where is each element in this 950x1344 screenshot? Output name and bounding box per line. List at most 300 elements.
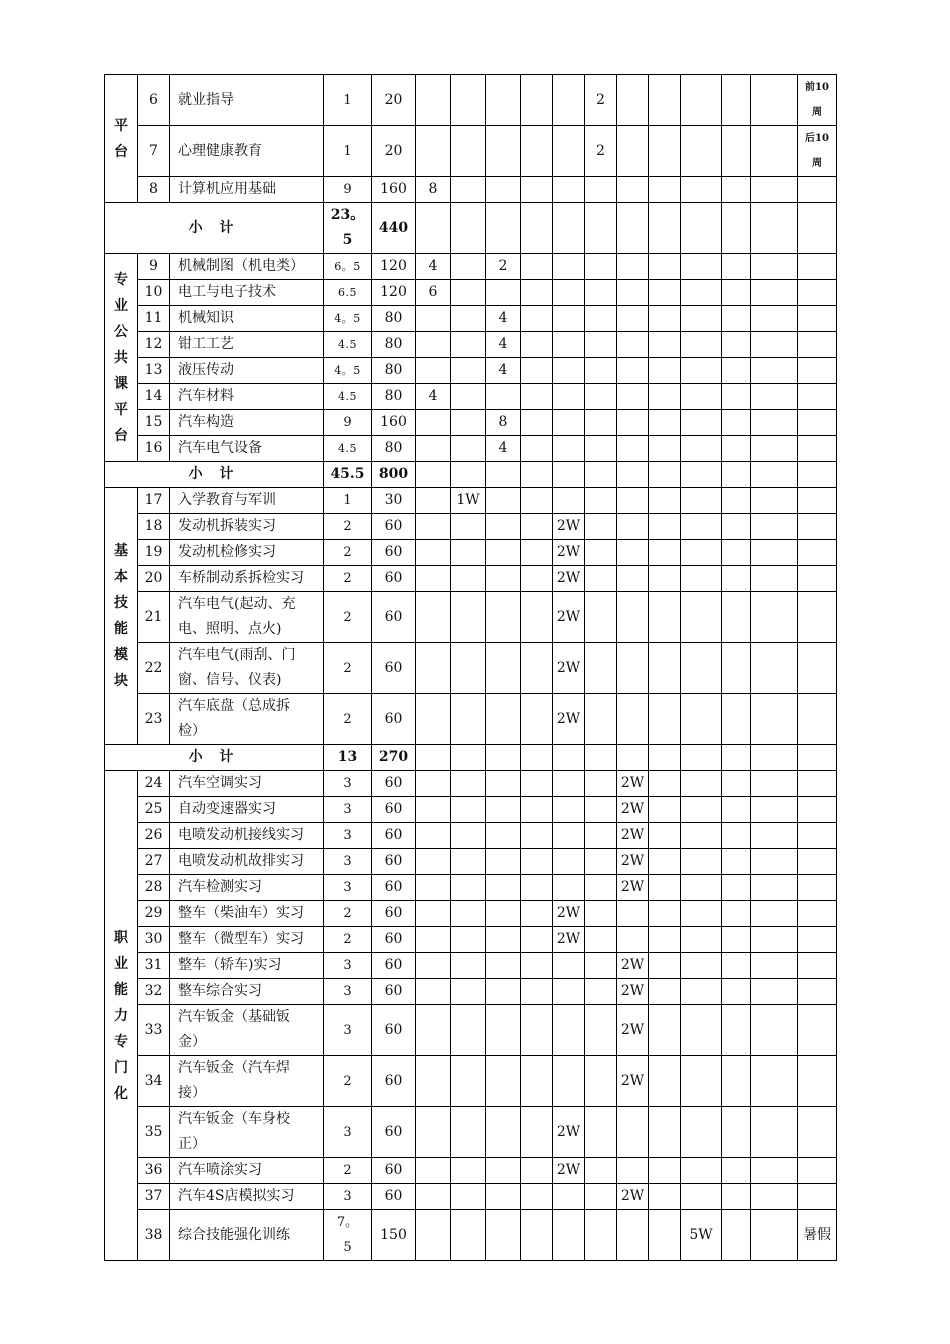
- semester-cell: [521, 177, 553, 203]
- semester-cell: [585, 332, 617, 358]
- course-name: 就业指导: [170, 75, 324, 126]
- semester-cell: [486, 771, 521, 797]
- semester-cell: [585, 875, 617, 901]
- semester-cell: [681, 254, 722, 280]
- subtotal-hours: 270: [372, 745, 416, 771]
- semester-cell: [585, 1184, 617, 1210]
- semester-cell: [486, 1056, 521, 1107]
- semester-cell: [681, 823, 722, 849]
- subtotal-row: [105, 203, 837, 254]
- course-no: 10: [138, 280, 170, 306]
- course-name: 整车综合实习: [170, 979, 324, 1005]
- semester-cell: [451, 540, 486, 566]
- semester-cell: [486, 540, 521, 566]
- semester-cell: [416, 126, 451, 177]
- semester-cell: [451, 901, 486, 927]
- course-no: 17: [138, 488, 170, 514]
- semester-cell: [416, 566, 451, 592]
- credit: 2: [324, 694, 372, 745]
- semester-cell: [751, 1158, 798, 1184]
- semester-cell: [553, 358, 585, 384]
- semester-cell: [585, 823, 617, 849]
- semester-cell: [486, 797, 521, 823]
- semester-cell: [451, 797, 486, 823]
- remark: [798, 823, 837, 849]
- semester-cell: [722, 514, 751, 540]
- semester-cell: [553, 384, 585, 410]
- semester-cell: [521, 203, 553, 254]
- semester-cell: [722, 849, 751, 875]
- semester-cell: [585, 254, 617, 280]
- semester-cell: [649, 540, 681, 566]
- semester-cell: [722, 745, 751, 771]
- hours: 80: [372, 306, 416, 332]
- semester-cell: [617, 643, 649, 694]
- semester-cell: [451, 745, 486, 771]
- semester-cell: 2W: [553, 514, 585, 540]
- semester-cell: [681, 566, 722, 592]
- remark: [798, 1107, 837, 1158]
- semester-cell: [681, 1158, 722, 1184]
- course-name: 液压传动: [170, 358, 324, 384]
- credit: 2: [324, 643, 372, 694]
- table-row: [105, 126, 837, 177]
- semester-cell: [649, 514, 681, 540]
- semester-cell: [751, 514, 798, 540]
- table-row: [105, 901, 837, 927]
- semester-cell: [521, 126, 553, 177]
- semester-cell: [553, 410, 585, 436]
- course-name: 整车（轿车)实习: [170, 953, 324, 979]
- semester-cell: [486, 592, 521, 643]
- table-row: [105, 514, 837, 540]
- semester-cell: [585, 849, 617, 875]
- semester-cell: [521, 280, 553, 306]
- semester-cell: 2W: [553, 901, 585, 927]
- semester-cell: [416, 358, 451, 384]
- semester-cell: [553, 953, 585, 979]
- semester-cell: [416, 745, 451, 771]
- credit: 2: [324, 514, 372, 540]
- semester-cell: [681, 75, 722, 126]
- semester-cell: [751, 823, 798, 849]
- semester-cell: [416, 462, 451, 488]
- semester-cell: [585, 1210, 617, 1261]
- semester-cell: [585, 1107, 617, 1158]
- semester-cell: [681, 410, 722, 436]
- hours: 60: [372, 1158, 416, 1184]
- course-name: 整车（柴油车）实习: [170, 901, 324, 927]
- semester-cell: [451, 410, 486, 436]
- semester-cell: [649, 75, 681, 126]
- semester-cell: [617, 280, 649, 306]
- semester-cell: [416, 1056, 451, 1107]
- course-no: 34: [138, 1056, 170, 1107]
- semester-cell: [451, 927, 486, 953]
- semester-cell: [722, 203, 751, 254]
- semester-cell: [521, 384, 553, 410]
- semester-cell: [451, 254, 486, 280]
- course-name: 汽车检测实习: [170, 875, 324, 901]
- course-no: 18: [138, 514, 170, 540]
- semester-cell: 2W: [617, 1056, 649, 1107]
- semester-cell: [521, 436, 553, 462]
- semester-cell: [751, 75, 798, 126]
- course-no: 36: [138, 1158, 170, 1184]
- semester-cell: [649, 462, 681, 488]
- semester-cell: [751, 306, 798, 332]
- table-row: [105, 1210, 837, 1261]
- semester-cell: [521, 566, 553, 592]
- semester-cell: [553, 436, 585, 462]
- remark: [798, 694, 837, 745]
- semester-cell: [649, 875, 681, 901]
- semester-cell: [751, 203, 798, 254]
- semester-cell: [486, 280, 521, 306]
- semester-cell: [416, 1107, 451, 1158]
- semester-cell: [451, 875, 486, 901]
- semester-cell: [617, 254, 649, 280]
- semester-cell: [681, 927, 722, 953]
- subtotal-label: 小 计: [105, 203, 324, 254]
- course-no: 11: [138, 306, 170, 332]
- semester-cell: [681, 979, 722, 1005]
- table-row: [105, 280, 837, 306]
- semester-cell: [798, 462, 837, 488]
- credit: 9: [324, 177, 372, 203]
- table-row: [105, 797, 837, 823]
- semester-cell: [451, 1184, 486, 1210]
- semester-cell: [751, 901, 798, 927]
- remark: 后10 周: [798, 126, 837, 177]
- semester-cell: [751, 177, 798, 203]
- semester-cell: [617, 384, 649, 410]
- semester-cell: [617, 358, 649, 384]
- remark: [798, 566, 837, 592]
- table-row: [105, 823, 837, 849]
- semester-cell: [451, 1158, 486, 1184]
- hours: 120: [372, 254, 416, 280]
- course-no: 25: [138, 797, 170, 823]
- semester-cell: [751, 1005, 798, 1056]
- semester-cell: [681, 797, 722, 823]
- semester-cell: [486, 694, 521, 745]
- semester-cell: [553, 745, 585, 771]
- semester-cell: [617, 1107, 649, 1158]
- semester-cell: [553, 849, 585, 875]
- curriculum-table: [104, 74, 837, 1261]
- table-row: [105, 875, 837, 901]
- semester-cell: [681, 436, 722, 462]
- table-row: [105, 332, 837, 358]
- semester-cell: [416, 927, 451, 953]
- course-name: 汽车材料: [170, 384, 324, 410]
- credit: 2: [324, 592, 372, 643]
- course-name: 汽车构造: [170, 410, 324, 436]
- hours: 60: [372, 566, 416, 592]
- semester-cell: [521, 901, 553, 927]
- semester-cell: [521, 358, 553, 384]
- semester-cell: [722, 797, 751, 823]
- semester-cell: 2W: [553, 643, 585, 694]
- credit: 2: [324, 566, 372, 592]
- semester-cell: [553, 254, 585, 280]
- hours: 80: [372, 358, 416, 384]
- semester-cell: 4: [416, 254, 451, 280]
- course-name: 计算机应用基础: [170, 177, 324, 203]
- table-row: [105, 643, 837, 694]
- semester-cell: [722, 540, 751, 566]
- semester-cell: [751, 849, 798, 875]
- remark: [798, 1158, 837, 1184]
- credit: 4.5: [324, 384, 372, 410]
- remark: [798, 927, 837, 953]
- semester-cell: [585, 797, 617, 823]
- semester-cell: 2W: [553, 592, 585, 643]
- semester-cell: [722, 643, 751, 694]
- semester-cell: [617, 488, 649, 514]
- course-no: 6: [138, 75, 170, 126]
- semester-cell: [521, 540, 553, 566]
- semester-cell: [521, 979, 553, 1005]
- semester-cell: [416, 1210, 451, 1261]
- course-no: 23: [138, 694, 170, 745]
- semester-cell: [722, 1056, 751, 1107]
- semester-cell: [451, 177, 486, 203]
- remark: [798, 849, 837, 875]
- credit: 3: [324, 953, 372, 979]
- credit: 3: [324, 823, 372, 849]
- remark: 前10 周: [798, 75, 837, 126]
- hours: 60: [372, 953, 416, 979]
- semester-cell: [585, 462, 617, 488]
- semester-cell: [585, 540, 617, 566]
- semester-cell: [649, 254, 681, 280]
- credit: 1: [324, 488, 372, 514]
- credit: 9: [324, 410, 372, 436]
- hours: 60: [372, 849, 416, 875]
- semester-cell: [681, 280, 722, 306]
- semester-cell: [722, 410, 751, 436]
- semester-cell: [649, 1158, 681, 1184]
- semester-cell: [649, 901, 681, 927]
- semester-cell: [486, 901, 521, 927]
- credit: 4。5: [324, 358, 372, 384]
- course-no: 35: [138, 1107, 170, 1158]
- credit: 3: [324, 1107, 372, 1158]
- semester-cell: 2W: [617, 953, 649, 979]
- course-no: 24: [138, 771, 170, 797]
- course-name: 综合技能强化训练: [170, 1210, 324, 1261]
- semester-cell: [751, 254, 798, 280]
- hours: 20: [372, 75, 416, 126]
- semester-cell: [451, 1107, 486, 1158]
- semester-cell: [649, 953, 681, 979]
- semester-cell: [451, 592, 486, 643]
- semester-cell: [451, 643, 486, 694]
- hours: 60: [372, 643, 416, 694]
- course-name: 汽车电气设备: [170, 436, 324, 462]
- hours: 160: [372, 177, 416, 203]
- semester-cell: [416, 306, 451, 332]
- table-row: [105, 927, 837, 953]
- semester-cell: [553, 203, 585, 254]
- subtotal-credit: 13: [324, 745, 372, 771]
- credit: 4.5: [324, 332, 372, 358]
- semester-cell: [681, 1005, 722, 1056]
- course-no: 13: [138, 358, 170, 384]
- credit: 2: [324, 1158, 372, 1184]
- semester-cell: [486, 849, 521, 875]
- credit: 7。 5: [324, 1210, 372, 1261]
- semester-cell: [722, 1184, 751, 1210]
- semester-cell: [649, 745, 681, 771]
- semester-cell: [681, 1184, 722, 1210]
- course-name: 电工与电子技术: [170, 280, 324, 306]
- semester-cell: [585, 566, 617, 592]
- semester-cell: [681, 306, 722, 332]
- remark: [798, 254, 837, 280]
- semester-cell: [585, 1056, 617, 1107]
- semester-cell: [416, 849, 451, 875]
- semester-cell: [451, 771, 486, 797]
- semester-cell: [585, 592, 617, 643]
- semester-cell: [649, 488, 681, 514]
- hours: 80: [372, 436, 416, 462]
- semester-cell: [722, 280, 751, 306]
- course-no: 26: [138, 823, 170, 849]
- semester-cell: [486, 384, 521, 410]
- semester-cell: [585, 514, 617, 540]
- semester-cell: [486, 1107, 521, 1158]
- semester-cell: [486, 566, 521, 592]
- remark: [798, 797, 837, 823]
- semester-cell: [722, 1005, 751, 1056]
- credit: 2: [324, 540, 372, 566]
- semester-cell: [722, 694, 751, 745]
- remark: [798, 875, 837, 901]
- remark: [798, 979, 837, 1005]
- course-no: 20: [138, 566, 170, 592]
- remark: [798, 358, 837, 384]
- semester-cell: [617, 540, 649, 566]
- semester-cell: [451, 75, 486, 126]
- semester-cell: [521, 849, 553, 875]
- semester-cell: [649, 332, 681, 358]
- semester-cell: [751, 462, 798, 488]
- hours: 60: [372, 694, 416, 745]
- hours: 80: [372, 384, 416, 410]
- semester-cell: [585, 203, 617, 254]
- semester-cell: [416, 771, 451, 797]
- course-name: 汽车钣金（车身校 正）: [170, 1107, 324, 1158]
- semester-cell: [553, 280, 585, 306]
- remark: [798, 540, 837, 566]
- semester-cell: [451, 384, 486, 410]
- semester-cell: 4: [486, 332, 521, 358]
- semester-cell: 2: [585, 126, 617, 177]
- semester-cell: [649, 592, 681, 643]
- semester-cell: [722, 771, 751, 797]
- course-no: 33: [138, 1005, 170, 1056]
- semester-cell: [416, 875, 451, 901]
- semester-cell: [451, 849, 486, 875]
- remark: [798, 643, 837, 694]
- semester-cell: [649, 797, 681, 823]
- semester-cell: [649, 927, 681, 953]
- remark: [798, 488, 837, 514]
- semester-cell: 2: [486, 254, 521, 280]
- semester-cell: 2W: [553, 1158, 585, 1184]
- semester-cell: [649, 771, 681, 797]
- semester-cell: [751, 126, 798, 177]
- table-row: [105, 592, 837, 643]
- semester-cell: [521, 306, 553, 332]
- table-row: [105, 358, 837, 384]
- hours: 60: [372, 1056, 416, 1107]
- semester-cell: [617, 745, 649, 771]
- semester-cell: [649, 979, 681, 1005]
- semester-cell: [486, 643, 521, 694]
- semester-cell: [416, 797, 451, 823]
- course-no: 38: [138, 1210, 170, 1261]
- semester-cell: 2W: [617, 1184, 649, 1210]
- semester-cell: [451, 979, 486, 1005]
- course-no: 16: [138, 436, 170, 462]
- hours: 60: [372, 823, 416, 849]
- hours: 60: [372, 901, 416, 927]
- remark: [798, 384, 837, 410]
- semester-cell: [585, 436, 617, 462]
- hours: 60: [372, 1184, 416, 1210]
- semester-cell: [486, 1158, 521, 1184]
- semester-cell: [451, 436, 486, 462]
- course-name: 汽车电气(雨刮、门 窗、信号、仪表): [170, 643, 324, 694]
- hours: 160: [372, 410, 416, 436]
- semester-cell: [751, 1056, 798, 1107]
- semester-cell: [486, 953, 521, 979]
- semester-cell: [751, 875, 798, 901]
- semester-cell: [416, 1184, 451, 1210]
- semester-cell: [751, 332, 798, 358]
- hours: 60: [372, 592, 416, 643]
- semester-cell: [681, 177, 722, 203]
- semester-cell: [451, 1005, 486, 1056]
- semester-cell: [617, 177, 649, 203]
- semester-cell: [585, 280, 617, 306]
- course-no: 30: [138, 927, 170, 953]
- semester-cell: [416, 332, 451, 358]
- semester-cell: [681, 203, 722, 254]
- course-name: 汽车电气(起动、充 电、照明、点火): [170, 592, 324, 643]
- semester-cell: [722, 1158, 751, 1184]
- course-name: 汽车喷涂实习: [170, 1158, 324, 1184]
- semester-cell: [649, 410, 681, 436]
- credit: 3: [324, 797, 372, 823]
- semester-cell: [649, 694, 681, 745]
- semester-cell: [486, 514, 521, 540]
- semester-cell: [585, 745, 617, 771]
- semester-cell: [649, 203, 681, 254]
- semester-cell: [451, 694, 486, 745]
- semester-cell: 2W: [553, 540, 585, 566]
- remark: [798, 1056, 837, 1107]
- semester-cell: [521, 75, 553, 126]
- semester-cell: [585, 643, 617, 694]
- course-name: 发动机拆装实习: [170, 514, 324, 540]
- semester-cell: [649, 1210, 681, 1261]
- table-row: [105, 1158, 837, 1184]
